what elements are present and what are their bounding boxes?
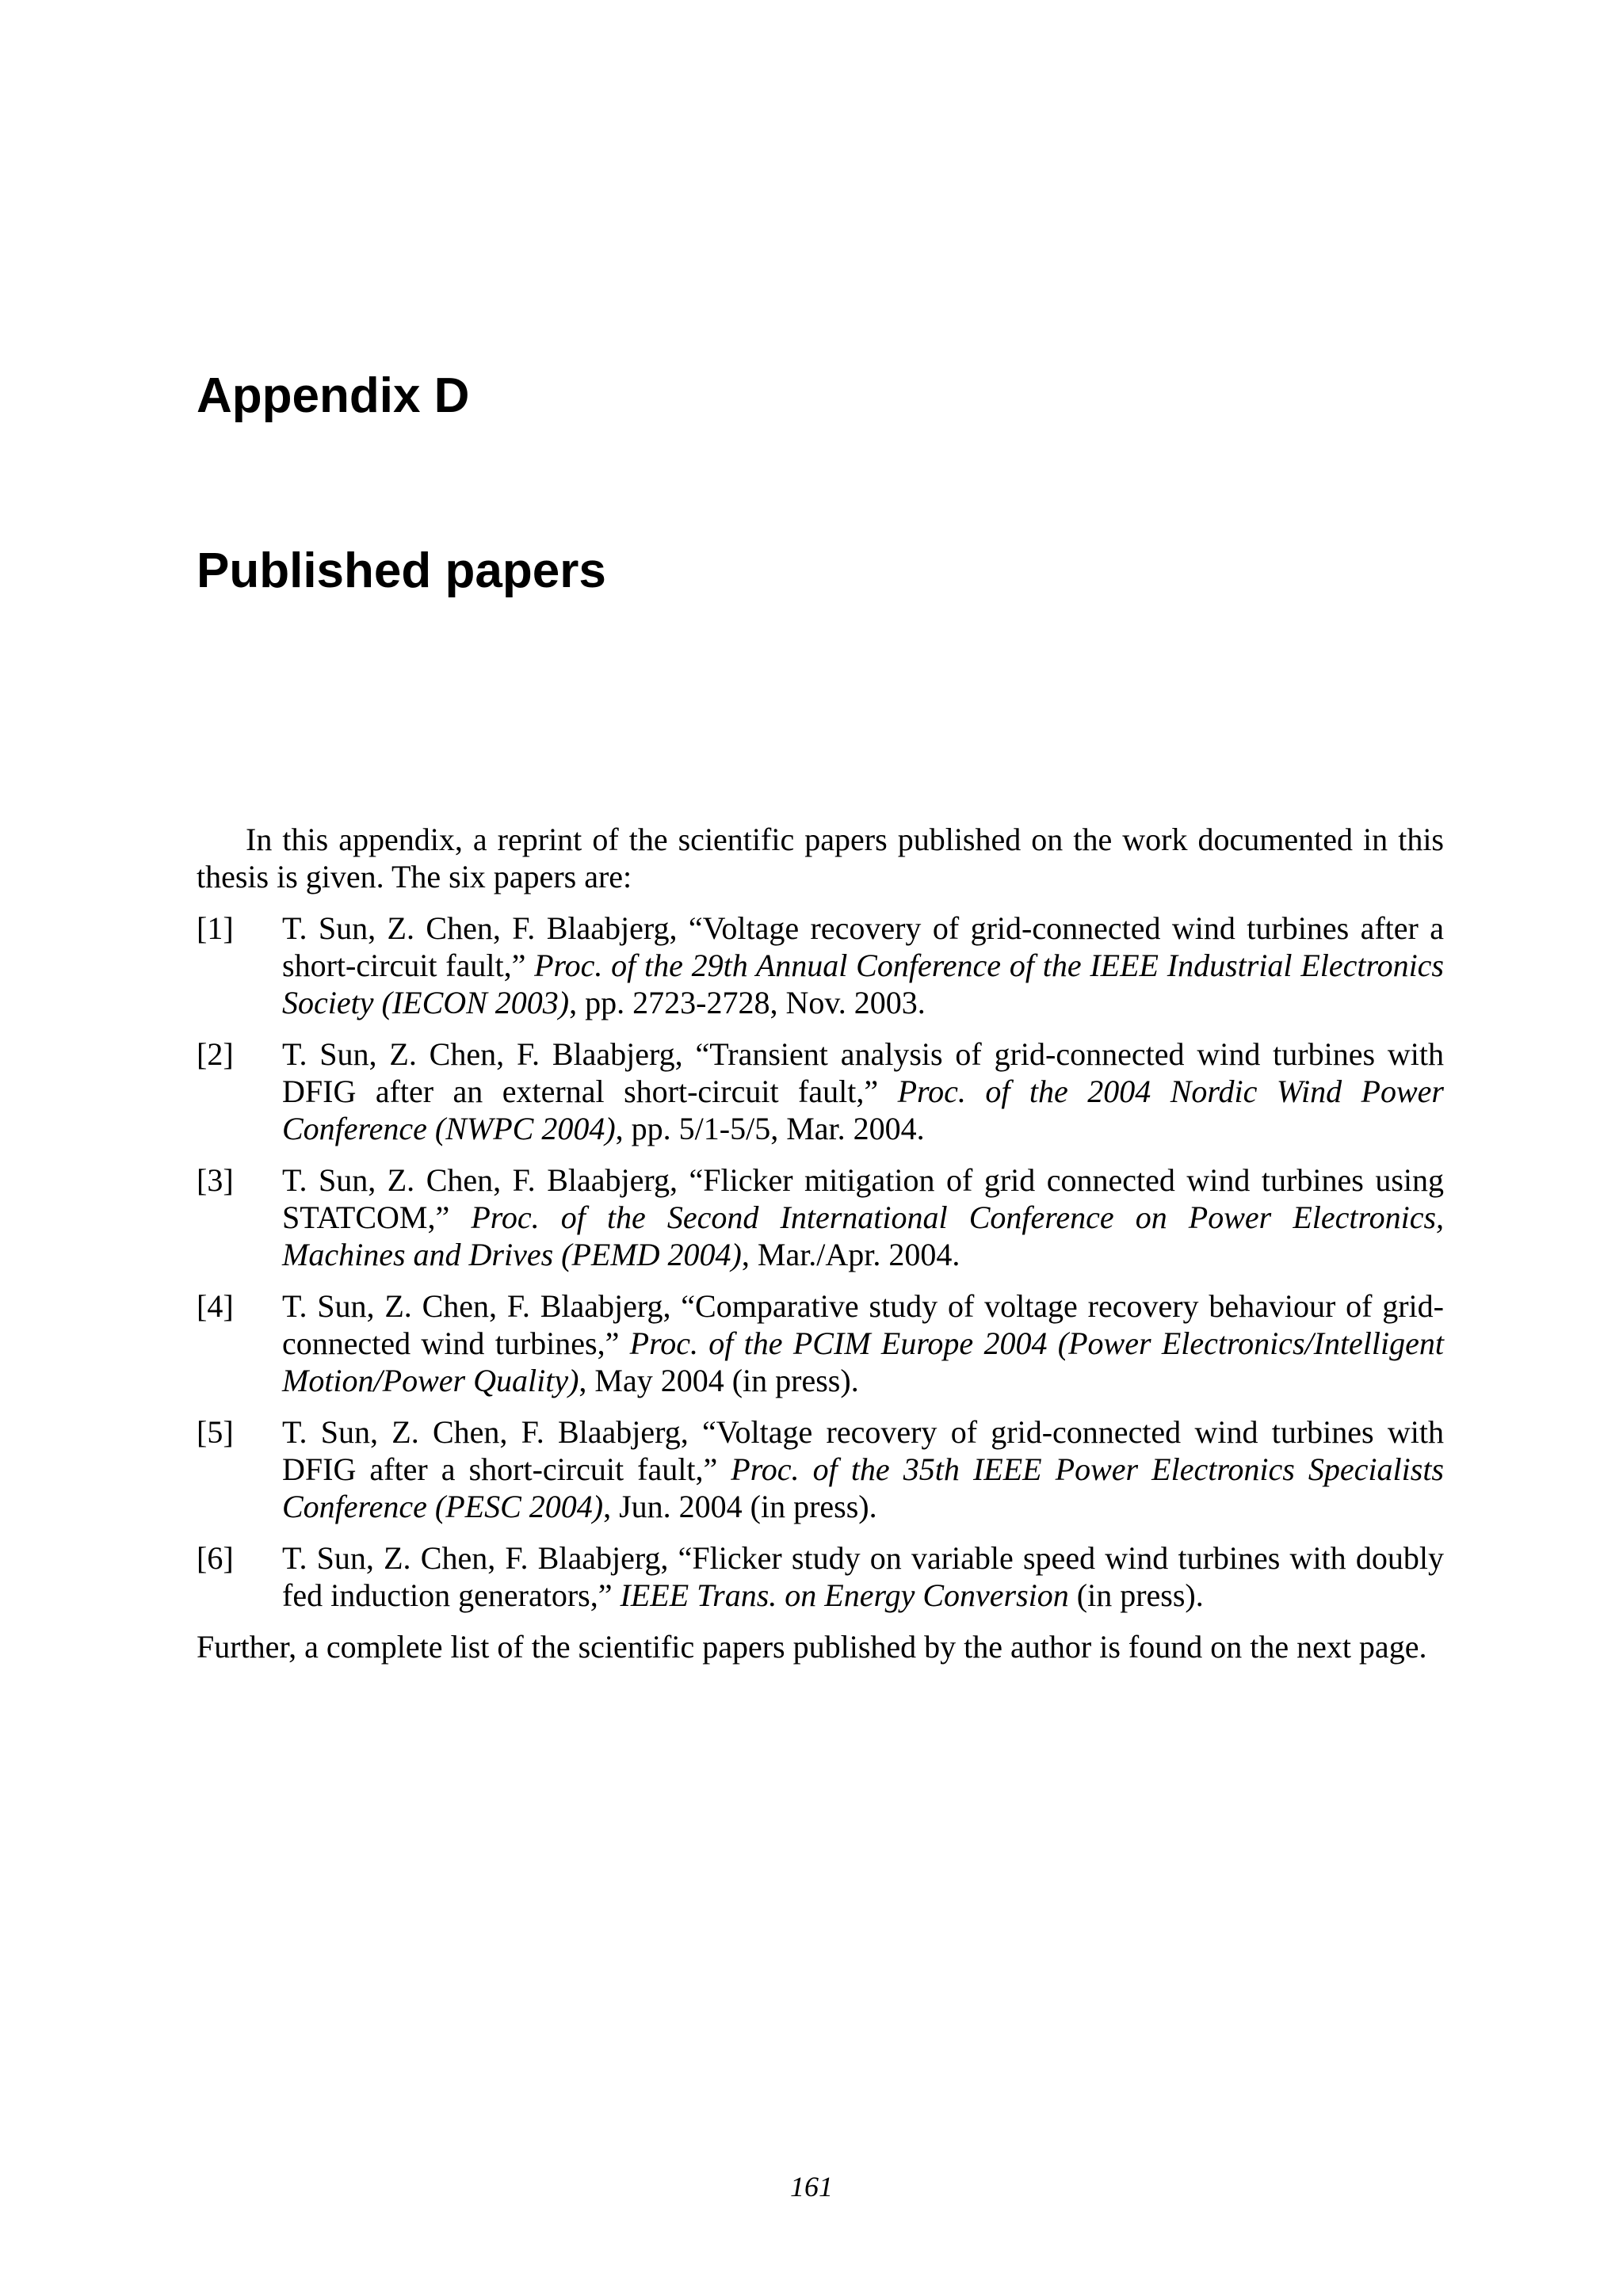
- body-text: [197, 821, 1444, 1665]
- reference-venue: Proc. of the 29th Annual Conference of the IEEE Industrial Electronics Society (IECON 2003): [282, 948, 1444, 1020]
- reference-list: [197, 910, 1444, 1614]
- reference-details: , Jun. 2004 (in press).: [603, 1489, 877, 1524]
- closing-paragraph: Further, a complete list of the scientific papers published by the author is found on the next page.: [197, 1629, 1427, 1665]
- reference-authors-title: T. Sun, Z. Chen, F. Blaabjerg, “Comparative study of voltage recovery behaviour of grid-connected wind turbines,”: [282, 1288, 1444, 1361]
- reference-details: , pp. 2723-2728, Nov. 2003.: [569, 985, 926, 1020]
- reference-number: [2]: [197, 1036, 234, 1072]
- reference-item-1: [197, 910, 1444, 1021]
- reference-venue: Proc. of the Second International Conference on Power Electronics, Machines and Drives (PEMD 2004): [282, 1199, 1445, 1272]
- reference-authors-title: T. Sun, Z. Chen, F. Blaabjerg, “Flicker study on variable speed wind turbines with doubly fed induction generators,”: [282, 1540, 1444, 1613]
- reference-authors-title: T. Sun, Z. Chen, F. Blaabjerg, “Flicker mitigation of grid connected wind turbines using STATCOM,”: [282, 1162, 1444, 1235]
- page-title: Published papers: [197, 543, 606, 598]
- intro-paragraph: In this appendix, a reprint of the scientific papers published on the work documented in this thesis is given. The six papers are:: [197, 822, 1444, 894]
- appendix-heading: Appendix D: [197, 368, 470, 423]
- reference-venue: IEEE Trans. on Energy Conversion: [620, 1577, 1069, 1613]
- reference-venue: Proc. of the 35th IEEE Power Electronics Specialists Conference (PESC 2004): [282, 1451, 1444, 1524]
- reference-number: [3]: [197, 1162, 234, 1198]
- reference-item-4: [197, 1287, 1444, 1399]
- reference-item-2: [197, 1035, 1444, 1147]
- reference-venue: Proc. of the 2004 Nordic Wind Power Conference (NWPC 2004): [282, 1074, 1444, 1146]
- reference-venue: Proc. of the PCIM Europe 2004 (Power Electronics/Intelligent Motion/Power Quality): [282, 1325, 1445, 1398]
- reference-number: [6]: [197, 1540, 234, 1576]
- reference-details: , pp. 5/1-5/5, Mar. 2004.: [615, 1111, 925, 1146]
- reference-number: [5]: [197, 1414, 234, 1450]
- page-number: 161: [790, 2171, 833, 2203]
- reference-number: [1]: [197, 910, 234, 946]
- reference-authors-title: T. Sun, Z. Chen, F. Blaabjerg, “Voltage recovery of grid-connected wind turbines after a short-circuit fault,”: [282, 910, 1444, 983]
- reference-details: , May 2004 (in press).: [579, 1363, 859, 1398]
- reference-item-5: [197, 1413, 1444, 1525]
- reference-authors-title: T. Sun, Z. Chen, F. Blaabjerg, “Voltage recovery of grid-connected wind turbines with DFIG after a short-circuit fault,”: [282, 1414, 1444, 1487]
- reference-item-6: [197, 1539, 1444, 1614]
- reference-authors-title: T. Sun, Z. Chen, F. Blaabjerg, “Transient analysis of grid-connected wind turbines with DFIG after an external short-circuit fault,”: [282, 1036, 1444, 1109]
- reference-details: , Mar./Apr. 2004.: [741, 1237, 960, 1272]
- reference-number: [4]: [197, 1288, 234, 1324]
- reference-details: (in press).: [1068, 1577, 1204, 1613]
- reference-item-3: [197, 1161, 1444, 1273]
